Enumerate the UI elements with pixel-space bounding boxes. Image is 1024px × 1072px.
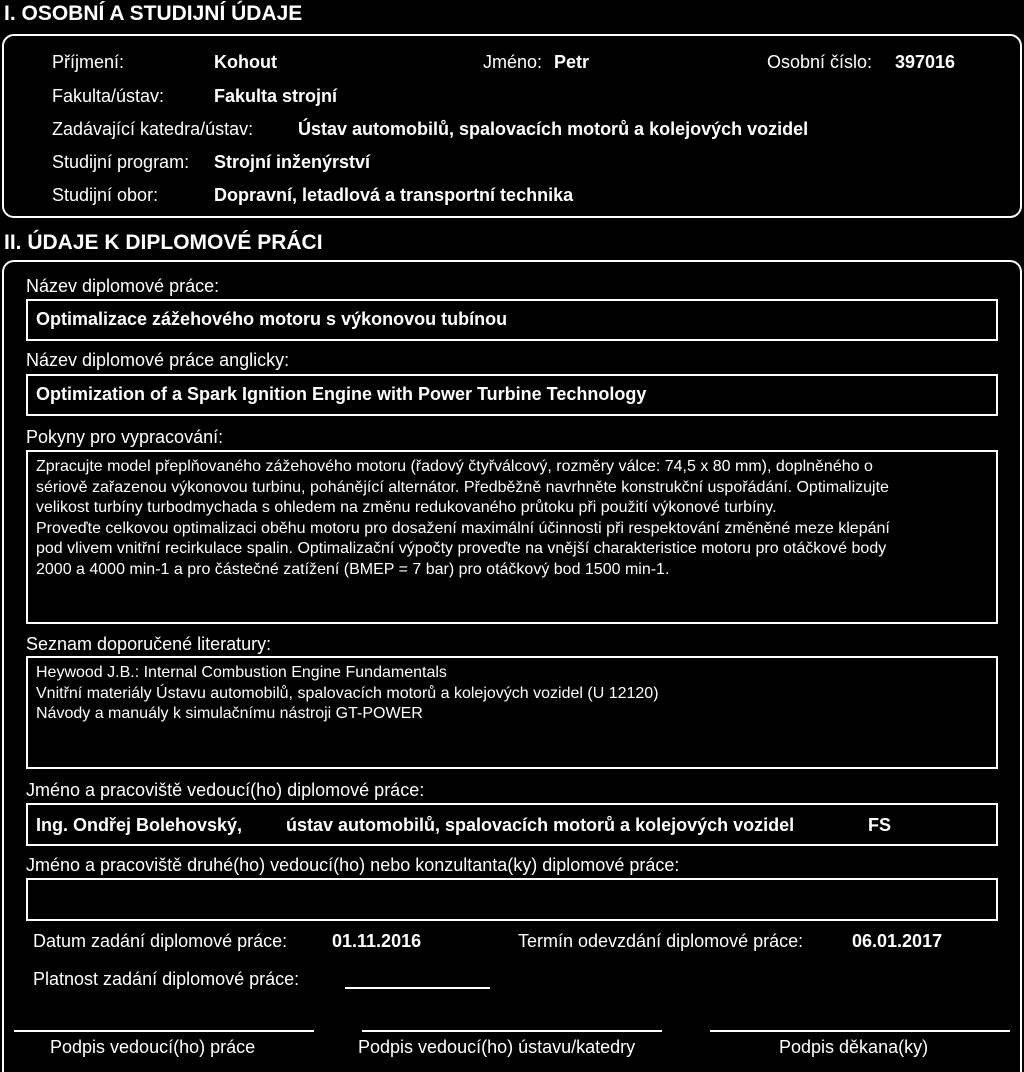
personal-id-value: 397016: [895, 52, 956, 72]
date-assigned-label: Datum zadání diplomové práce:: [33, 931, 288, 951]
signature-line-supervisor: [14, 1030, 314, 1032]
instructions-text: [36, 457, 990, 580]
signature-dean-label: Podpis děkana(ky): [779, 1037, 929, 1057]
supervisor-name: Ing. Ondřej Bolehovský,: [36, 815, 243, 835]
faculty-value: Fakulta strojní: [214, 86, 338, 106]
literature-item: Vnitřní materiály Ústavu automobilů, spalovacích motorů a kolejových vozidel (U 12120): [36, 684, 659, 702]
instructions-box: [26, 450, 998, 624]
section-1-title: I. OSOBNÍ A STUDIJNÍ ÚDAJE: [4, 2, 303, 25]
signature-head-label: Podpis vedoucí(ho) ústavu/katedry: [358, 1037, 636, 1057]
signature-line-dean: [710, 1030, 1010, 1032]
instructions-label: Pokyny pro vypracování:: [26, 427, 224, 447]
literature-item: Návody a manuály k simulačnímu nástroji GT-POWER: [36, 705, 423, 722]
name-value: Petr: [554, 52, 590, 72]
instructions-line: Zpracujte model přeplňovaného zážehového motoru (řadový čtyřválcový, rozměry válce: 74,5 x 80 mm), doplněného o: [36, 458, 873, 475]
thesis-title-value: Optimalizace zážehového motoru s výkonovou tubínou: [36, 309, 508, 329]
second-supervisor-box: [26, 878, 998, 921]
validity-blank-line: [345, 987, 490, 989]
literature-label: Seznam doporučené literatury:: [26, 634, 272, 654]
personal-data-frame: [2, 34, 1022, 218]
surname-label: Příjmení:: [52, 52, 125, 72]
literature-item: Heywood J.B.: Internal Combustion Engine Fundamentals: [36, 664, 447, 681]
supervisor-label: Jméno a pracoviště vedoucí(ho) diplomové práce:: [26, 780, 425, 800]
second-supervisor-label: Jméno a pracoviště druhé(ho) vedoucí(ho) nebo konzultanta(ky) diplomové práce:: [26, 855, 680, 875]
field-label: Studijní obor:: [52, 185, 159, 205]
thesis-title-en-value: Optimization of a Spark Ignition Engine with Power Turbine Technology: [36, 384, 647, 404]
name-label: Jméno:: [483, 52, 543, 72]
supervisor-box: [26, 803, 998, 846]
signature-line-head: [362, 1030, 662, 1032]
instructions-line: 2000 a 4000 min-1 a pro částečné zatížení (BMEP = 7 bar) pro otáčkový bod 1500 min-1.: [36, 560, 670, 578]
personal-id-label: Osobní číslo:: [767, 52, 873, 72]
department-value: Ústav automobilů, spalovacích motorů a kolejových vozidel: [298, 119, 809, 139]
instructions-line: velikost turbíny turbodmychada s ohledem na změnu redukovaného průtoku při použití výkonové turbíny.: [36, 499, 777, 516]
thesis-title-en-label: Název diplomové práce anglicky:: [26, 350, 290, 370]
deadline-label: Termín odevzdání diplomové práce:: [518, 931, 804, 951]
faculty-label: Fakulta/ústav:: [52, 86, 165, 106]
signature-supervisor-label: Podpis vedoucí(ho) práce: [50, 1037, 256, 1057]
thesis-title-box: [26, 299, 998, 341]
program-label: Studijní program:: [52, 152, 190, 172]
section-2-title: II. ÚDAJE K DIPLOMOVÉ PRÁCI: [4, 231, 323, 254]
surname-value: Kohout: [214, 52, 277, 72]
thesis-title-label: Název diplomové práce:: [26, 276, 220, 296]
deadline-value: 06.01.2017: [852, 931, 943, 951]
date-assigned-value: 01.11.2016: [332, 931, 422, 951]
validity-label: Platnost zadání diplomové práce:: [33, 969, 300, 989]
instructions-line: sériově zařazenou výkonovou turbinu, pohánějící alternátor. Předběžně navrhněte konstrukční uspořádání. Optimalizujte: [36, 478, 889, 496]
department-label: Zadávající katedra/ústav:: [52, 119, 254, 139]
literature-box: [26, 656, 998, 769]
literature-text: [36, 663, 990, 725]
field-value: Dopravní, letadlová a transportní technika: [214, 185, 574, 205]
supervisor-faculty: FS: [868, 815, 892, 835]
instructions-line: pod vlivem vnitřní recirkulace spalin. Optimalizační výpočty proveďte na vnější charakteristice motoru pro otáčkové body: [36, 540, 887, 557]
program-value: Strojní inženýrství: [214, 152, 371, 172]
instructions-line: Proveďte celkovou optimalizaci oběhu motoru pro dosažení maximální účinnosti při respektování změněné meze klepání: [36, 519, 890, 537]
thesis-title-en-box: [26, 374, 998, 416]
supervisor-workplace: ústav automobilů, spalovacích motorů a kolejových vozidel: [286, 815, 795, 835]
